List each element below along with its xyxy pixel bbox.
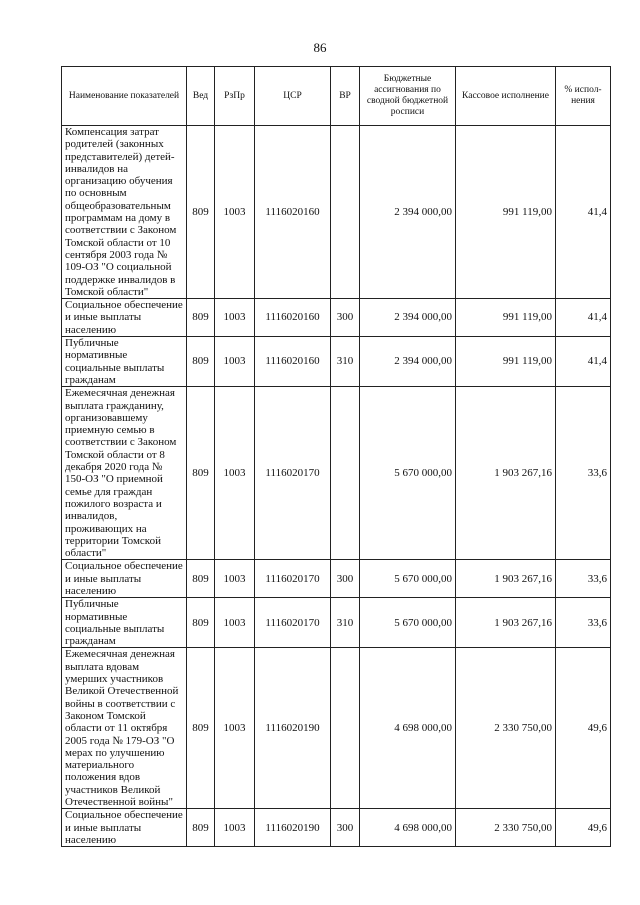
row-vr: 300 [331,299,360,337]
row-vr [331,648,360,809]
header-csr: ЦСР [255,67,331,126]
row-rzpr: 1003 [215,598,255,648]
row-vr [331,126,360,299]
row-ved: 809 [187,126,215,299]
row-budget: 4 698 000,00 [360,809,456,847]
row-pct: 41,4 [556,299,611,337]
row-rzpr: 1003 [215,809,255,847]
table-row [62,598,611,648]
row-csr: 1116020190 [255,809,331,847]
row-pct: 49,6 [556,809,611,847]
row-name: Социальное обеспечение и иные выплаты населению [62,560,187,598]
row-csr: 1116020170 [255,560,331,598]
row-vr: 310 [331,337,360,387]
row-name: Ежемесячная денежная выплата вдовам умерших участников Великой Отечественной войны в соответствии с Законом Томской области от 11 октября 2005 года № 179-ОЗ "О мерах по улучшению материального положения вдов участников Великой Отечественной войны" [62,648,187,809]
table-row [62,299,611,337]
row-vr: 300 [331,809,360,847]
table-row [62,126,611,299]
row-ved: 809 [187,598,215,648]
row-csr: 1116020160 [255,126,331,299]
row-rzpr: 1003 [215,299,255,337]
row-cash: 1 903 267,16 [456,560,556,598]
row-name: Компенсация затрат родителей (законных представителей) детей-инвалидов на организацию обучения по основным общеобразовательным программам на дому в соответствии с Законом Томской области от 10 сентября 2003 года № 109-ОЗ "О социальной поддержке инвалидов в Томской области" [62,126,187,299]
row-rzpr: 1003 [215,387,255,560]
row-rzpr: 1003 [215,560,255,598]
row-csr: 1116020170 [255,387,331,560]
row-cash: 1 903 267,16 [456,387,556,560]
table-row [62,387,611,560]
header-pct: % испол-нения [556,67,611,126]
row-budget: 2 394 000,00 [360,126,456,299]
row-budget: 2 394 000,00 [360,299,456,337]
row-cash: 2 330 750,00 [456,809,556,847]
table-row [62,648,611,809]
row-cash: 991 119,00 [456,337,556,387]
row-ved: 809 [187,809,215,847]
header-ved: Вед [187,67,215,126]
row-cash: 2 330 750,00 [456,648,556,809]
row-pct: 33,6 [556,387,611,560]
table-header-row [62,67,611,126]
row-ved: 809 [187,387,215,560]
table-row [62,809,611,847]
row-ved: 809 [187,648,215,809]
row-cash: 991 119,00 [456,299,556,337]
row-vr [331,387,360,560]
budget-execution-table [61,66,611,847]
row-rzpr: 1003 [215,126,255,299]
row-name: Социальное обеспечение и иные выплаты населению [62,809,187,847]
row-rzpr: 1003 [215,648,255,809]
row-name: Публичные нормативные социальные выплаты гражданам [62,337,187,387]
row-pct: 33,6 [556,560,611,598]
header-vr: ВР [331,67,360,126]
header-cash: Кассовое исполнение [456,67,556,126]
row-budget: 5 670 000,00 [360,560,456,598]
row-name: Ежемесячная денежная выплата гражданину, организовавшему приемную семью в соответствии с Законом Томской области от 8 декабря 2020 года № 150-ОЗ "О приемной семье для граждан пожилого возраста и инвалидов, проживающих на территории Томской области" [62,387,187,560]
row-vr: 300 [331,560,360,598]
header-name: Наименование показателей [62,67,187,126]
table-row [62,560,611,598]
row-budget: 4 698 000,00 [360,648,456,809]
row-vr: 310 [331,598,360,648]
row-csr: 1116020160 [255,337,331,387]
row-name: Социальное обеспечение и иные выплаты населению [62,299,187,337]
row-budget: 2 394 000,00 [360,337,456,387]
row-pct: 41,4 [556,337,611,387]
row-budget: 5 670 000,00 [360,387,456,560]
row-pct: 33,6 [556,598,611,648]
row-csr: 1116020190 [255,648,331,809]
header-rzpr: РзПр [215,67,255,126]
row-ved: 809 [187,299,215,337]
row-csr: 1116020170 [255,598,331,648]
header-budget: Бюджетные ассигнования по сводной бюджетной росписи [360,67,456,126]
row-budget: 5 670 000,00 [360,598,456,648]
row-pct: 41,4 [556,126,611,299]
row-ved: 809 [187,560,215,598]
row-ved: 809 [187,337,215,387]
row-pct: 49,6 [556,648,611,809]
row-cash: 1 903 267,16 [456,598,556,648]
table-row [62,337,611,387]
row-name: Публичные нормативные социальные выплаты гражданам [62,598,187,648]
page-number: 86 [313,40,327,55]
row-rzpr: 1003 [215,337,255,387]
row-cash: 991 119,00 [456,126,556,299]
row-csr: 1116020160 [255,299,331,337]
